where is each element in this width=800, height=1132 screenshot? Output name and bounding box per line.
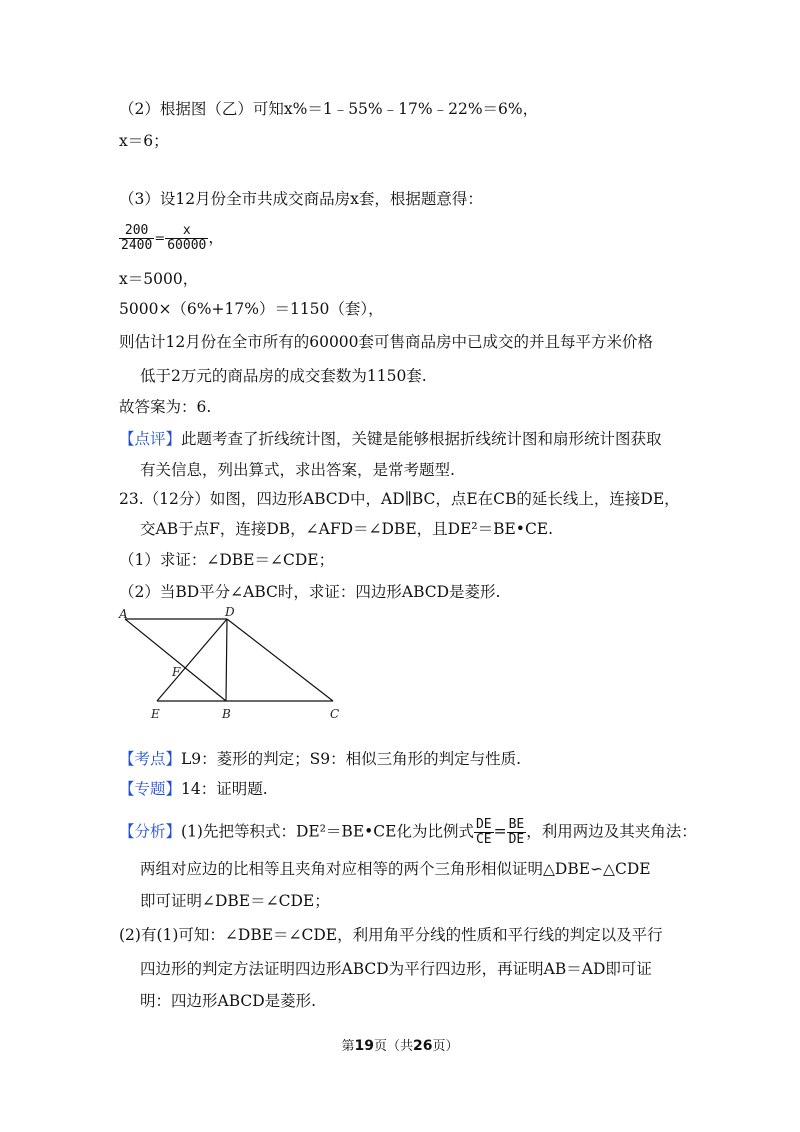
label-D: D — [225, 605, 235, 619]
segment-DB — [226, 619, 227, 701]
part3-equation: $\frac{200}{2400}$ = $\frac{x}{60000}$ ， — [121, 223, 224, 253]
part3-answer: 故答案为：6. — [119, 398, 212, 416]
comment-tag: 【点评】 — [119, 430, 182, 448]
comment-line2: 有关信息，列出算式，求出答案，是常考题型. — [140, 461, 455, 479]
label-F: F — [172, 665, 181, 679]
analysis-fraction-2 — [507, 818, 527, 847]
analysis-line5: 四边形的判定方法证明四边形ABCD为平行四边形，再证明AB＝AD即可证 — [140, 960, 652, 978]
analysis-eq: = — [493, 822, 507, 841]
part3-line5: 则估计12月份在全市所有的60000套可售商品房中已成交的并且每平方米价格 — [119, 333, 654, 351]
segment-DC — [227, 619, 333, 701]
label-C: C — [330, 707, 340, 721]
kaodian-line — [119, 748, 521, 770]
fraction-a — [119, 224, 154, 253]
page-footer — [0, 1035, 800, 1054]
part2-line2: x＝6； — [119, 132, 169, 150]
footer-page-number: 19 — [354, 1038, 374, 1054]
comment-line1 — [119, 428, 662, 450]
segment-AB — [125, 619, 226, 701]
analysis-line2: 两组对应边的比相等且夹角对应相等的两个三角形相似证明△DBE∽△CDE — [140, 860, 651, 878]
fraction-b-denominator: 60000 — [167, 238, 207, 253]
problem23-line1: 23.（12分）如图，四边形ABCD中，AD∥BC，点E在CB的延长线上，连接DE， — [119, 490, 680, 508]
zhuanti-text: 14：证明题. — [181, 780, 268, 798]
analysis-tag: 【分析】 — [119, 822, 182, 841]
zhuanti-tag: 【专题】 — [119, 780, 182, 798]
analysis-fraction-2-numerator: BE — [508, 817, 525, 832]
analysis-fraction-1-denominator: CE — [475, 832, 492, 847]
label-B: B — [222, 707, 231, 721]
fraction-tail: ， — [208, 228, 224, 247]
fraction-b — [165, 224, 208, 253]
analysis-fraction-1-numerator: DE — [475, 817, 492, 832]
analysis-line6: 明：四边形ABCD是菱形. — [140, 992, 317, 1010]
fraction-a-denominator: 2400 — [121, 238, 153, 253]
analysis-text1a: (1)先把等积式：DE²＝BE•CE化为比例式 — [181, 822, 474, 841]
analysis-text1b: ，利用两边及其夹角法： — [526, 822, 697, 841]
footer-pre: 第 — [341, 1039, 355, 1054]
footer-post: 页） — [432, 1039, 459, 1054]
analysis-fraction-2-denominator: DE — [508, 832, 525, 847]
label-E: E — [151, 707, 160, 721]
footer-mid: 页（共 — [373, 1039, 413, 1054]
part3-line3: x＝5000， — [119, 270, 199, 288]
fraction-a-numerator: 200 — [119, 224, 154, 239]
zhuanti-line — [119, 778, 268, 800]
geometry-figure — [115, 605, 355, 725]
problem23-q1: （1）求证：∠DBE＝∠CDE； — [119, 551, 335, 569]
segment-DE — [157, 619, 227, 701]
part3-line4: 5000×（6%+17%）＝1150（套）， — [119, 300, 384, 318]
problem23-q2: （2）当BD平分∠ABC时，求证：四边形ABCD是菱形. — [119, 583, 501, 601]
part3-line1: （3）设12月份全市共成交商品房x套，根据题意得： — [119, 190, 483, 208]
fraction-b-numerator: x — [165, 224, 208, 239]
footer-total-pages: 26 — [413, 1038, 433, 1054]
analysis-line1 — [119, 818, 697, 847]
analysis-fraction-1 — [474, 818, 494, 847]
label-A: A — [119, 607, 128, 621]
analysis-line3: 即可证明∠DBE＝∠CDE； — [140, 892, 330, 910]
analysis-line4: (2)有(1)可知：∠DBE＝∠CDE，利用角平分线的性质和平行线的判定以及平行 — [119, 926, 663, 944]
kaodian-text: L9：菱形的判定；S9：相似三角形的判定与性质. — [181, 750, 522, 768]
kaodian-tag: 【考点】 — [119, 750, 182, 768]
part2-line1: （2）根据图（乙）可知x%＝1﹣55%﹣17%﹣22%＝6%， — [119, 100, 539, 118]
problem23-line2: 交AB于点F，连接DB，∠AFD＝∠DBE，且DE²＝BE•CE. — [140, 520, 554, 538]
comment-text1: 此题考查了折线统计图，关键是能够根据折线统计图和扇形统计图获取 — [181, 430, 662, 448]
part3-line6: 低于2万元的商品房的成交套数为1150套. — [140, 367, 427, 385]
